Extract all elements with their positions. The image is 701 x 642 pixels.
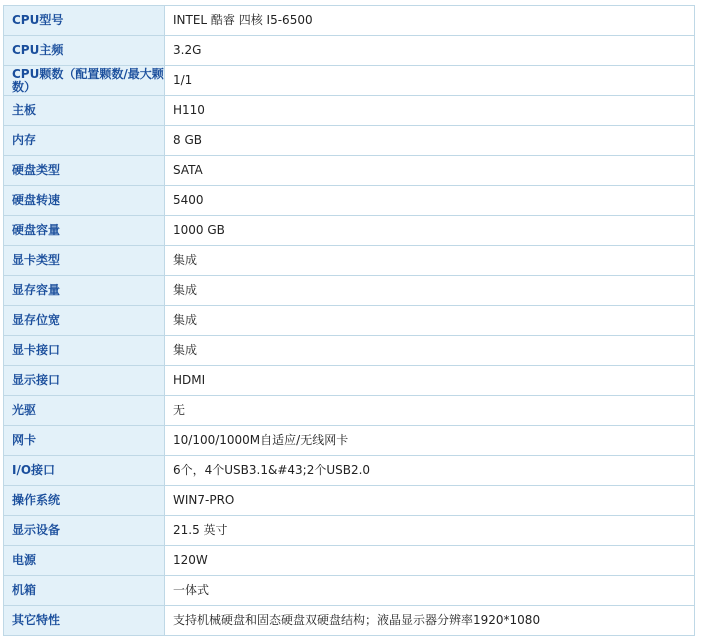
- spec-row: [4, 426, 695, 456]
- spec-row: [4, 336, 695, 366]
- spec-row: [4, 396, 695, 426]
- spec-row: [4, 6, 695, 36]
- spec-label: 其它特性: [4, 606, 165, 636]
- spec-label: 主板: [4, 96, 165, 126]
- spec-table: [3, 5, 695, 636]
- spec-value: 集成: [165, 306, 695, 336]
- spec-label: 机箱: [4, 576, 165, 606]
- spec-label: 硬盘转速: [4, 186, 165, 216]
- spec-value: 1000 GB: [165, 216, 695, 246]
- spec-label: 电源: [4, 546, 165, 576]
- spec-label: 操作系统: [4, 486, 165, 516]
- spec-table-body: [4, 6, 695, 636]
- spec-label: I/O接口: [4, 456, 165, 486]
- spec-value: 21.5 英寸: [165, 516, 695, 546]
- spec-label: CPU颗数（配置颗数/最大颗数）: [4, 66, 165, 96]
- spec-value: 无: [165, 396, 695, 426]
- spec-row: [4, 36, 695, 66]
- spec-value: H110: [165, 96, 695, 126]
- spec-value: SATA: [165, 156, 695, 186]
- spec-label: 硬盘类型: [4, 156, 165, 186]
- spec-row: [4, 576, 695, 606]
- spec-value: WIN7-PRO: [165, 486, 695, 516]
- spec-row: [4, 246, 695, 276]
- spec-value: HDMI: [165, 366, 695, 396]
- spec-label: 光驱: [4, 396, 165, 426]
- spec-value: 集成: [165, 276, 695, 306]
- spec-row: [4, 456, 695, 486]
- spec-row: [4, 366, 695, 396]
- spec-label: 内存: [4, 126, 165, 156]
- spec-row: [4, 186, 695, 216]
- spec-row: [4, 606, 695, 636]
- spec-row: [4, 156, 695, 186]
- spec-value: INTEL 酷睿 四核 I5-6500: [165, 6, 695, 36]
- spec-label: 显卡接口: [4, 336, 165, 366]
- spec-row: [4, 96, 695, 126]
- spec-value: 一体式: [165, 576, 695, 606]
- spec-value: 8 GB: [165, 126, 695, 156]
- spec-label: 显存容量: [4, 276, 165, 306]
- spec-row: [4, 126, 695, 156]
- spec-row: [4, 486, 695, 516]
- spec-label: CPU主频: [4, 36, 165, 66]
- spec-value: 120W: [165, 546, 695, 576]
- spec-value: 5400: [165, 186, 695, 216]
- spec-row: [4, 216, 695, 246]
- spec-label: 显示接口: [4, 366, 165, 396]
- spec-label: 网卡: [4, 426, 165, 456]
- spec-row: [4, 306, 695, 336]
- spec-value: 集成: [165, 336, 695, 366]
- spec-row: [4, 516, 695, 546]
- spec-value: 3.2G: [165, 36, 695, 66]
- spec-label: 显示设备: [4, 516, 165, 546]
- spec-label: 显卡类型: [4, 246, 165, 276]
- spec-value: 集成: [165, 246, 695, 276]
- spec-row: [4, 66, 695, 96]
- spec-value: 1/1: [165, 66, 695, 96]
- spec-value: 支持机械硬盘和固态硬盘双硬盘结构；液晶显示器分辨率1920*1080: [165, 606, 695, 636]
- spec-label: 硬盘容量: [4, 216, 165, 246]
- spec-value: 10/100/1000M自适应/无线网卡: [165, 426, 695, 456]
- spec-row: [4, 276, 695, 306]
- spec-row: [4, 546, 695, 576]
- spec-label: 显存位宽: [4, 306, 165, 336]
- spec-label: CPU型号: [4, 6, 165, 36]
- spec-value: 6个，4个USB3.1&#43;2个USB2.0: [165, 456, 695, 486]
